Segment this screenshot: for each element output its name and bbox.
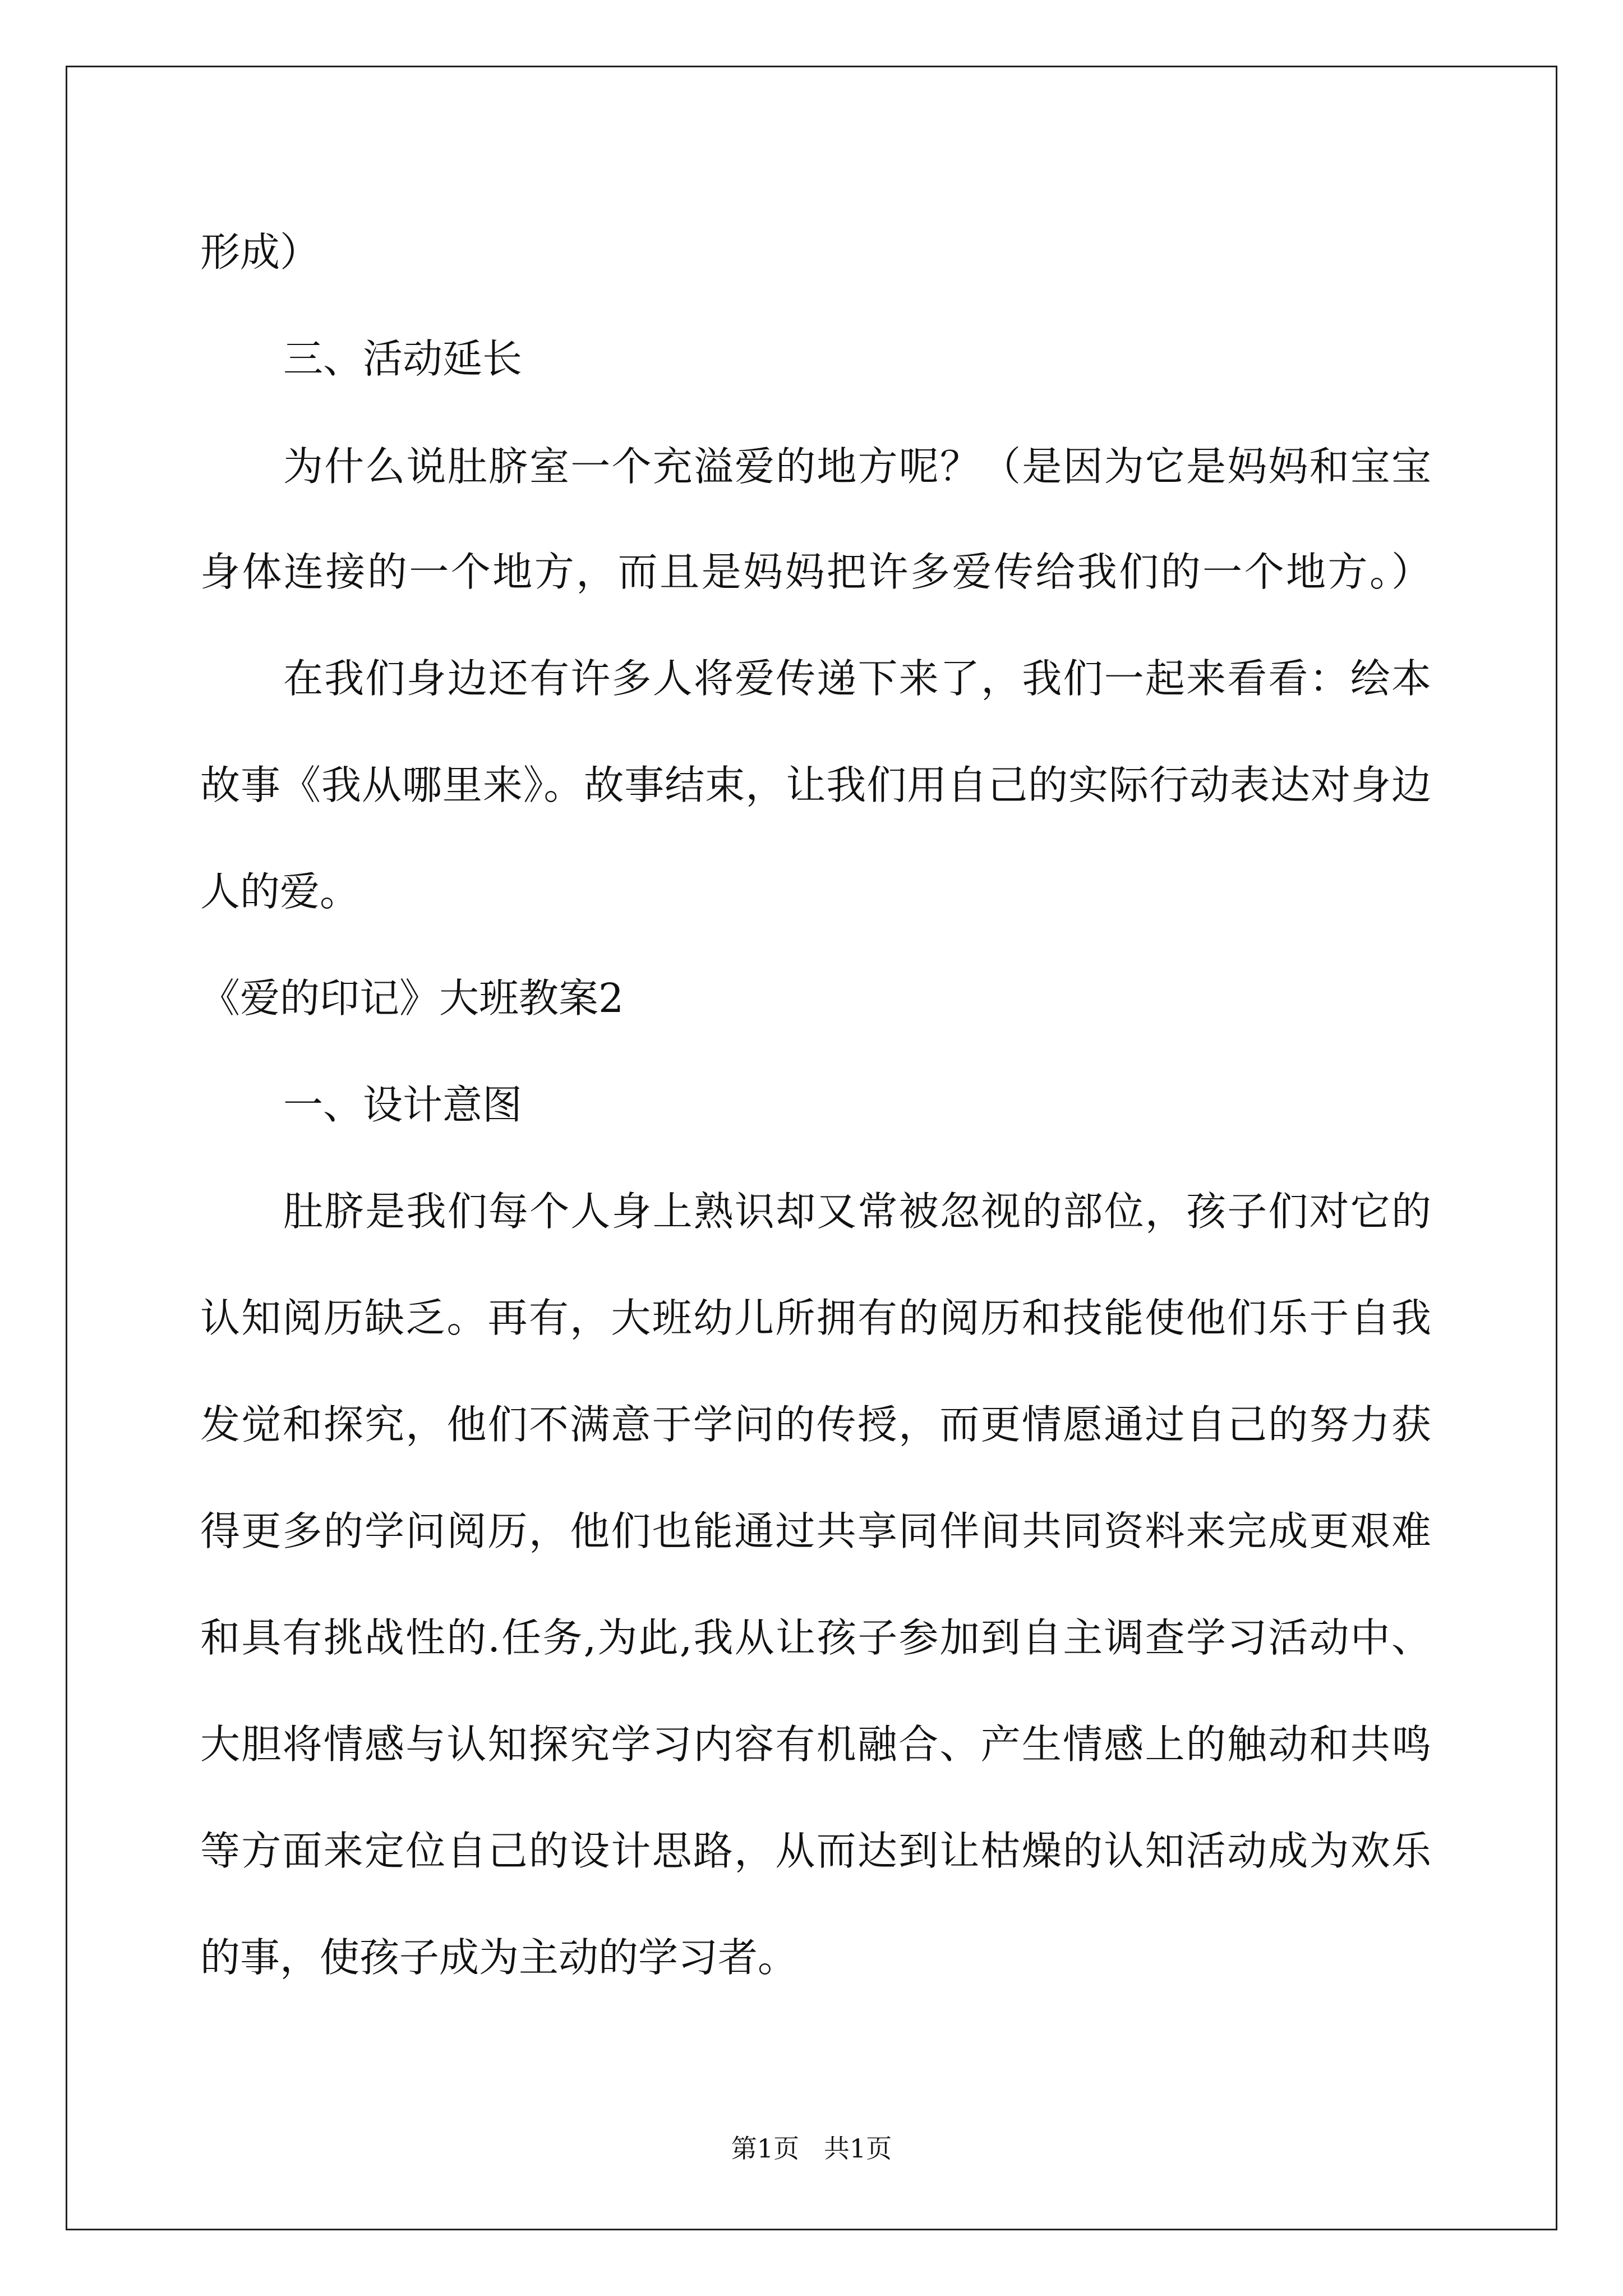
page-border [66, 66, 1557, 2230]
paragraph-line: 在我们身边还有许多人将爱传递下来了，我们一起来看看：绘本 [283, 655, 1431, 702]
section-heading: 一、设计意图 [283, 1082, 523, 1128]
paragraph-line: 故事《我从哪里来》。故事结束，让我们用自己的实际行动表达对身边 [200, 762, 1431, 808]
section-heading: 三、活动延长 [283, 335, 523, 382]
paragraph-line: 大胆将情感与认知探究学习内容有机融合、产生情感上的触动和共鸣 [200, 1721, 1431, 1768]
paragraph-line: 身体连接的一个地方，而且是妈妈把许多爱传给我们的一个地方。） [200, 549, 1431, 595]
paragraph-line: 得更多的学问阅历，他们也能通过共享同伴间共同资料来完成更艰难 [200, 1508, 1431, 1554]
paragraph-line: 的事，使孩子成为主动的学习者。 [200, 1934, 798, 1981]
paragraph-line: 肚脐是我们每个人身上熟识却又常被忽视的部位，孩子们对它的 [283, 1188, 1431, 1235]
paragraph-line: 认知阅历缺乏。再有，大班幼儿所拥有的阅历和技能使他们乐于自我 [200, 1295, 1431, 1341]
paragraph-line: 发觉和探究，他们不满意于学问的传授，而更情愿通过自己的努力获 [200, 1401, 1431, 1448]
paragraph-line: 等方面来定位自己的设计思路，从而达到让枯燥的认知活动成为欢乐 [200, 1828, 1431, 1874]
paragraph-line: 和具有挑战性的.任务,为此,我从让孩子参加到自主调查学习活动中、 [200, 1614, 1431, 1661]
document-title: 《爱的印记》大班教案2 [200, 975, 624, 1022]
page-number: 第1页 共1页 [731, 2133, 892, 2164]
paragraph-line: 人的爱。 [200, 868, 360, 915]
paragraph-line: 为什么说肚脐室一个充溢爱的地方呢？（是因为它是妈妈和宝宝 [283, 443, 1431, 490]
paragraph-line: 形成） [200, 229, 320, 275]
